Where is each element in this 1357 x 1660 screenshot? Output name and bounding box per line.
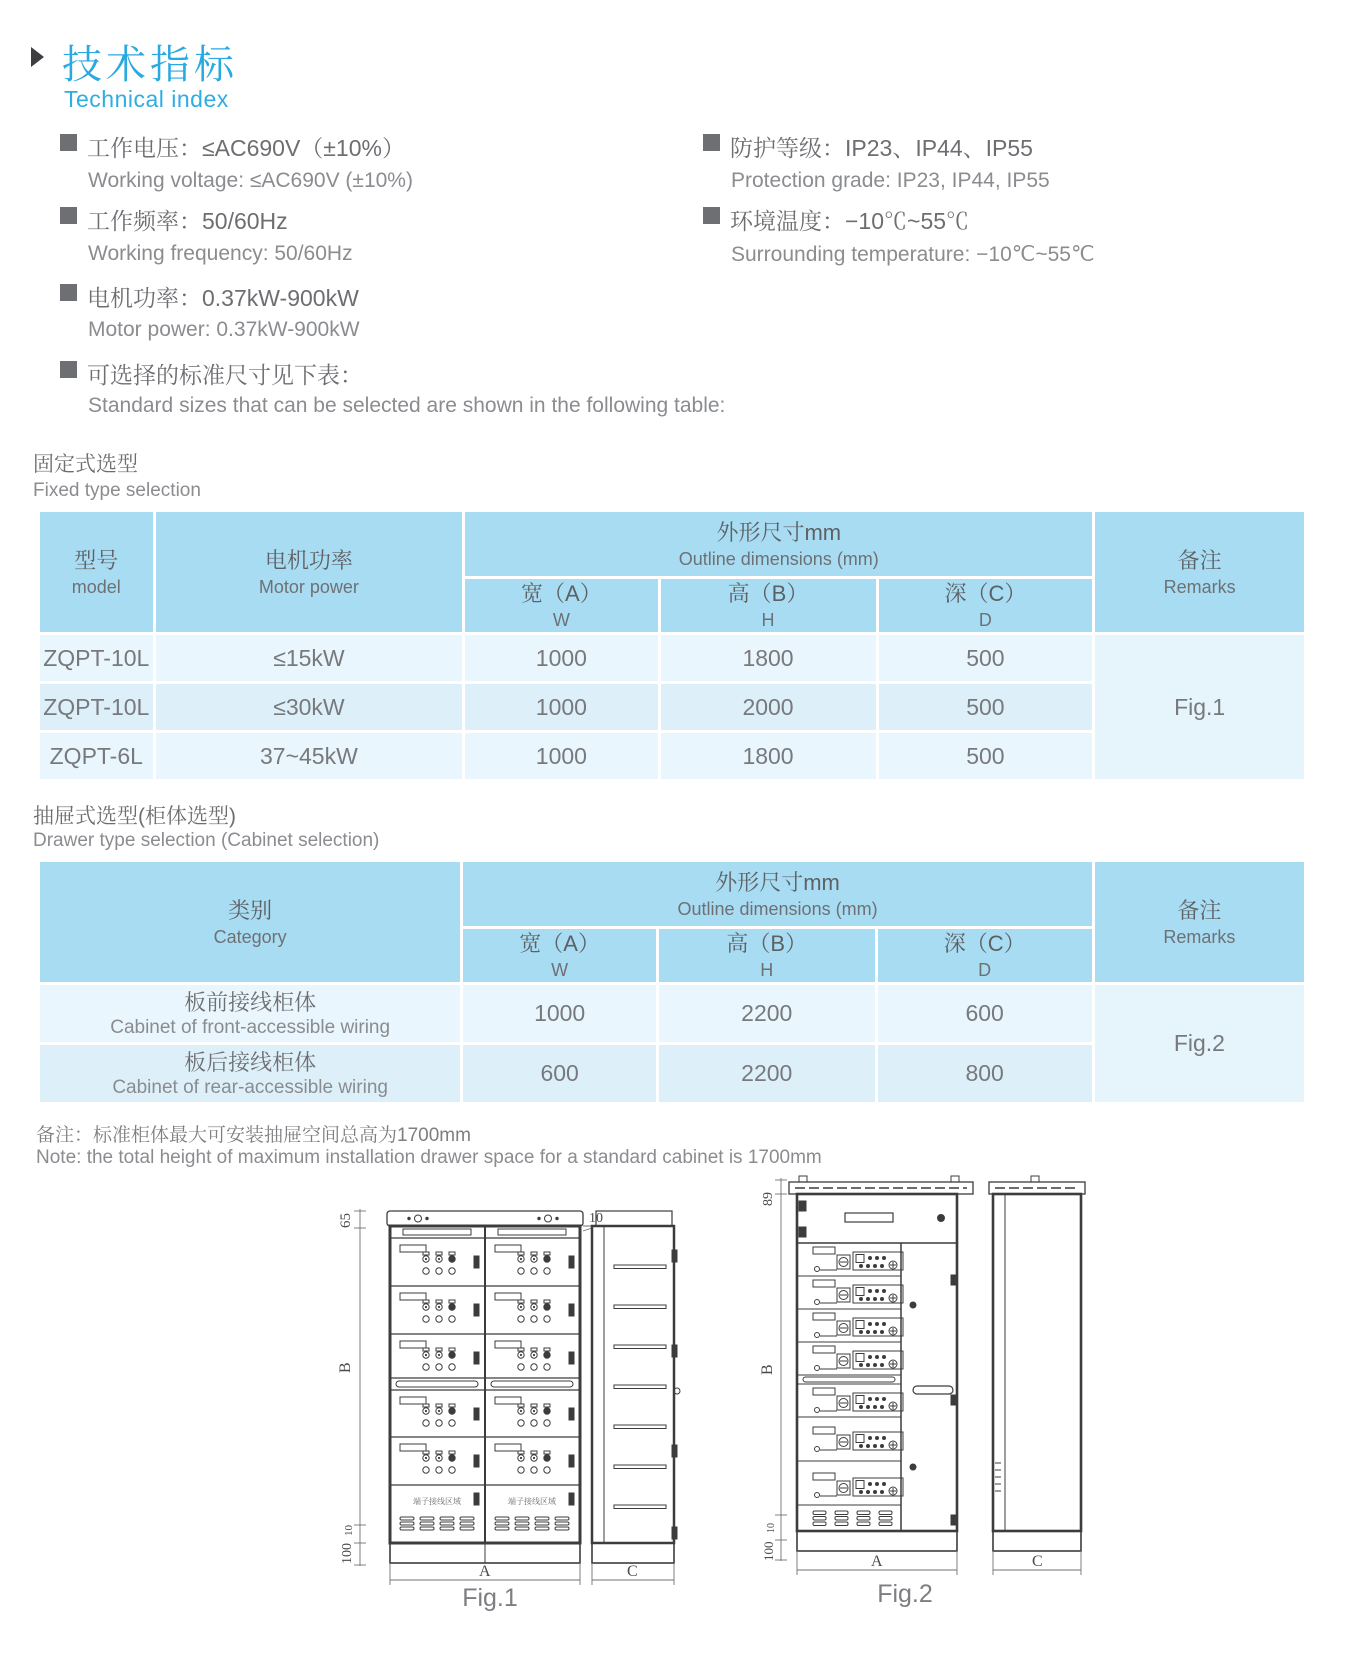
spec-surrounding-temperature [703, 203, 969, 236]
cell-depth: 800 [878, 1045, 1092, 1102]
drawer-table-title-en: Drawer type selection (Cabinet selection) [33, 830, 380, 851]
cell-height: 2200 [659, 985, 875, 1042]
spec-text: 工作频率：50/60Hz [87, 208, 288, 234]
spec-motor-power-en: Motor power: 0.37kW-900kW [88, 318, 360, 341]
fixed-table-title: 固定式选型 [33, 453, 138, 476]
col-header-height [661, 579, 876, 632]
cell-height: 1800 [661, 733, 876, 779]
header-cn: 型号 [74, 547, 119, 573]
cell-power: 37~45kW [156, 733, 463, 779]
fig2-dim-top-label: 89 [761, 1192, 776, 1206]
cell-model: ZQPT-6L [40, 733, 153, 779]
fig2-dim-height-label: B [759, 1364, 776, 1375]
drawer-table-title: 抽屉式选型(柜体选型) [33, 805, 236, 828]
fig1-dim-top-label: 65 [338, 1213, 354, 1228]
figure-1-caption: Fig.1 [462, 1584, 518, 1612]
page-title-en: Technical index [64, 86, 229, 112]
spec-text: 电机功率：0.37kW-900kW [87, 285, 359, 311]
fig2-side-view [989, 1176, 1085, 1551]
header-cn: 备注 [1177, 897, 1222, 923]
cell-model: ZQPT-10L [40, 684, 153, 730]
fig1-dim-bottom-label: 100 [340, 1543, 355, 1564]
cell-height: 2200 [659, 1045, 875, 1102]
header-en: D [978, 610, 992, 630]
cell-power: ≤15kW [156, 635, 463, 681]
header-cn: 高（B） [727, 581, 809, 606]
cell-depth: 500 [879, 733, 1093, 779]
category-en: Cabinet of front-accessible wiring [110, 1016, 391, 1038]
fig1-dimension-lines [354, 1209, 366, 1566]
header-cn: 类别 [228, 897, 273, 923]
header-en: model [71, 576, 121, 597]
header-cn: 外形尺寸mm [716, 519, 842, 545]
spec-text: 可选择的标准尺寸见下表： [87, 362, 363, 388]
fig1-terminal-area-label: 端子接线区域 [413, 1497, 461, 1506]
col-header-width [463, 929, 656, 982]
header-cn: 高（B） [726, 931, 808, 956]
bullet-square-icon [703, 207, 720, 224]
note-cn: 备注：标准柜体最大可安装抽屉空间总高为1700mm [36, 1125, 471, 1146]
header-en: Remarks [1163, 576, 1236, 597]
cell-width: 1000 [463, 985, 656, 1042]
fig1-dim-height-label: B [337, 1362, 354, 1373]
cell-model: ZQPT-10L [40, 635, 153, 681]
page-title: 技术指标 [62, 43, 238, 87]
fixed-table-title-en: Fixed type selection [33, 480, 201, 501]
spec-motor-power [60, 280, 359, 313]
header-en: W [551, 960, 569, 980]
col-header-remarks [1095, 512, 1304, 632]
cell-depth: 500 [879, 684, 1093, 730]
spec-working-frequency-en: Working frequency: 50/60Hz [88, 242, 353, 265]
header-cn: 深（C） [944, 581, 1027, 606]
note-en: Note: the total height of maximum installation drawer space for a standard cabinet is 1700mm [36, 1147, 822, 1168]
cell-width: 1000 [465, 635, 657, 681]
fig2-dimension-lines [775, 1178, 787, 1561]
cell-width: 1000 [465, 733, 657, 779]
spec-working-frequency [60, 203, 288, 236]
spec-working-voltage [60, 130, 405, 163]
category-cn: 板前接线柜体 [184, 989, 317, 1015]
cell-remarks: Fig.2 [1095, 985, 1304, 1102]
header-en: D [978, 960, 992, 980]
col-header-depth [878, 929, 1092, 982]
bullet-square-icon [60, 284, 77, 301]
cell-height: 1800 [661, 635, 876, 681]
header-cn: 外形尺寸mm [715, 869, 840, 895]
col-header-motor-power [156, 512, 463, 632]
spec-protection-grade-en: Protection grade: IP23, IP44, IP55 [731, 169, 1050, 192]
spec-text: 工作电压：≤AC690V（±10%） [87, 135, 405, 161]
figure-1-drawing [330, 1195, 720, 1600]
header-cn: 深（C） [943, 931, 1026, 956]
figure-2-caption: Fig.2 [877, 1580, 933, 1608]
fixed-type-table [37, 509, 1307, 782]
fig1-dim-width-label: A [479, 1563, 491, 1580]
spec-text: 环境温度：−10℃~55℃ [730, 208, 970, 234]
cell-remarks: Fig.1 [1095, 635, 1304, 779]
spec-surrounding-temperature-en: Surrounding temperature: −10℃~55℃ [731, 243, 1095, 266]
header-en: W [552, 610, 570, 630]
table-row [40, 635, 1304, 681]
header-en: Outline dimensions (mm) [677, 898, 878, 919]
fig1-dim-small-label: 10 [343, 1525, 355, 1536]
header-en: Category [213, 926, 287, 947]
title-arrow-icon [31, 47, 44, 67]
header-en: H [761, 610, 775, 630]
header-en: Motor power [258, 576, 359, 597]
header-en: H [760, 960, 774, 980]
spec-protection-grade [703, 130, 1033, 163]
header-cn: 宽（A） [521, 581, 602, 606]
header-cn: 电机功率 [264, 547, 353, 573]
drawer-type-table [37, 859, 1307, 1105]
cell-category [40, 1045, 460, 1102]
bullet-square-icon [60, 134, 77, 151]
col-header-height [659, 929, 875, 982]
fig1-dim-depth-label: C [627, 1563, 638, 1580]
header-cn: 宽（A） [519, 931, 600, 956]
header-en: Remarks [1163, 926, 1236, 947]
bullet-square-icon [60, 361, 77, 378]
fig1-dim-topright-label: 10 [589, 1211, 603, 1226]
cell-category [40, 985, 460, 1042]
fig2-front-view [789, 1176, 973, 1551]
spec-text: 防护等级：IP23、IP44、IP55 [730, 135, 1033, 161]
col-header-depth [879, 579, 1093, 632]
spec-standard-sizes-en: Standard sizes that can be selected are shown in the following table: [88, 394, 726, 417]
figure-2-drawing [745, 1163, 1090, 1603]
cell-height: 2000 [661, 684, 876, 730]
fig1-terminal-area-label: 端子接线区域 [508, 1497, 556, 1506]
spec-working-voltage-en: Working voltage: ≤AC690V (±10%) [88, 169, 413, 192]
fig1-side-view [592, 1211, 680, 1563]
fig1-front-view [387, 1211, 583, 1563]
col-header-category [40, 862, 460, 982]
cell-depth: 500 [879, 635, 1093, 681]
col-header-width [465, 579, 657, 632]
fig2-dim-width-label: A [871, 1553, 883, 1570]
header-cn: 备注 [1177, 547, 1222, 573]
spec-standard-sizes [60, 357, 363, 390]
fig2-dim-bottom-label: 100 [761, 1541, 776, 1561]
col-header-outline-dimensions [465, 512, 1092, 576]
bullet-square-icon [703, 134, 720, 151]
cell-depth: 600 [878, 985, 1092, 1042]
category-en: Cabinet of rear-accessible wiring [112, 1076, 388, 1098]
col-header-model [40, 512, 153, 632]
cell-power: ≤30kW [156, 684, 463, 730]
col-header-outline-dimensions [463, 862, 1091, 926]
fig2-dim-small-label: 10 [766, 1523, 777, 1533]
cell-width: 600 [463, 1045, 656, 1102]
cell-width: 1000 [465, 684, 657, 730]
fig2-dim-depth-label: C [1032, 1553, 1043, 1570]
category-cn: 板后接线柜体 [184, 1049, 317, 1075]
col-header-remarks [1095, 862, 1304, 982]
bullet-square-icon [60, 207, 77, 224]
header-en: Outline dimensions (mm) [678, 548, 879, 569]
table-row [40, 985, 1304, 1042]
